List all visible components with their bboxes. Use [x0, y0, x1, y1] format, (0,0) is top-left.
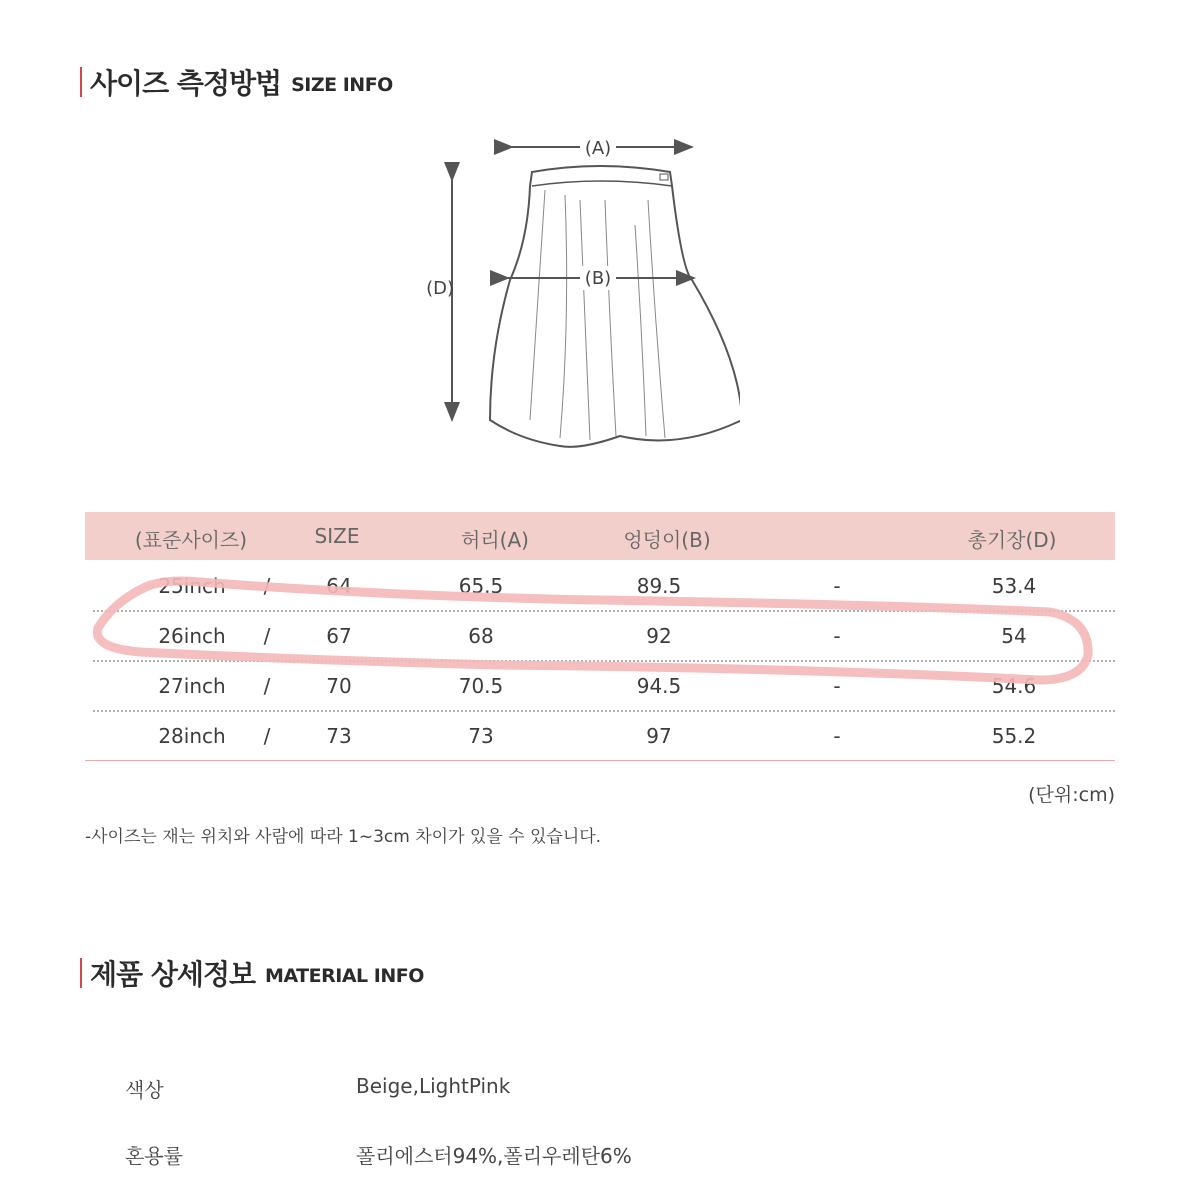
size-info-subtitle: SIZE INFO	[291, 74, 393, 96]
cell-standard-size: 27inch	[158, 674, 226, 698]
header-waist: 허리(A)	[461, 528, 529, 552]
color-label: 색상	[125, 1078, 164, 1102]
table-row	[85, 712, 1115, 762]
size-info-title: 사이즈 측정방법	[90, 67, 282, 100]
size-info-heading	[80, 62, 393, 102]
cell-dash: -	[833, 674, 841, 698]
fabric-value: 폴리에스터94%,폴리우레탄6%	[356, 1144, 632, 1168]
cell-length: 54	[1001, 624, 1027, 648]
size-table	[85, 512, 1115, 762]
cell-size: 70	[326, 674, 352, 698]
label-a: (A)	[584, 138, 612, 159]
cell-hip: 89.5	[636, 574, 682, 598]
cell-separator: /	[263, 624, 271, 648]
cell-hip: 92	[646, 624, 672, 648]
cell-separator: /	[263, 574, 271, 598]
header-size: SIZE	[314, 524, 360, 548]
heading-accent-bar	[80, 958, 82, 988]
table-header	[85, 512, 1115, 560]
cell-dash: -	[833, 724, 841, 748]
cell-waist: 65.5	[458, 574, 504, 598]
table-row	[85, 662, 1115, 712]
header-standard-size: (표준사이즈)	[134, 528, 248, 552]
fabric-label: 혼용률	[125, 1144, 183, 1168]
cell-size: 73	[326, 724, 352, 748]
skirt-outline	[490, 166, 740, 447]
cell-standard-size: 25inch	[158, 574, 226, 598]
table-row	[85, 562, 1115, 612]
cell-standard-size: 28inch	[158, 724, 226, 748]
cell-hip: 97	[646, 724, 672, 748]
header-length: 총기장(D)	[967, 528, 1057, 552]
cell-dash: -	[833, 574, 841, 598]
heading-accent-bar	[80, 67, 82, 97]
header-hip: 엉덩이(B)	[623, 528, 711, 552]
cell-hip: 94.5	[636, 674, 682, 698]
material-info-heading	[80, 953, 424, 993]
material-info-title: 제품 상세정보	[90, 958, 256, 991]
cell-standard-size: 26inch	[158, 624, 226, 648]
cell-waist: 68	[468, 624, 494, 648]
cell-size: 67	[326, 624, 352, 648]
table-row	[85, 612, 1115, 662]
material-info-subtitle: MATERIAL INFO	[265, 965, 424, 987]
skirt-measurement-diagram	[420, 120, 740, 460]
table-bottom-line	[85, 760, 1115, 761]
size-disclaimer: -사이즈는 재는 위치와 사람에 따라 1~3cm 차이가 있을 수 있습니다.	[85, 827, 602, 847]
cell-length: 55.2	[991, 724, 1037, 748]
label-b: (B)	[584, 268, 612, 289]
label-d: (D)	[426, 278, 454, 299]
cell-waist: 70.5	[458, 674, 504, 698]
cell-length: 54.6	[991, 674, 1037, 698]
cell-dash: -	[833, 624, 841, 648]
cell-waist: 73	[468, 724, 494, 748]
cell-separator: /	[263, 674, 271, 698]
cell-size: 64	[326, 574, 352, 598]
color-value: Beige,LightPink	[356, 1074, 511, 1098]
cell-length: 53.4	[991, 574, 1037, 598]
cell-separator: /	[263, 724, 271, 748]
unit-note: (단위:cm)	[1028, 784, 1115, 806]
